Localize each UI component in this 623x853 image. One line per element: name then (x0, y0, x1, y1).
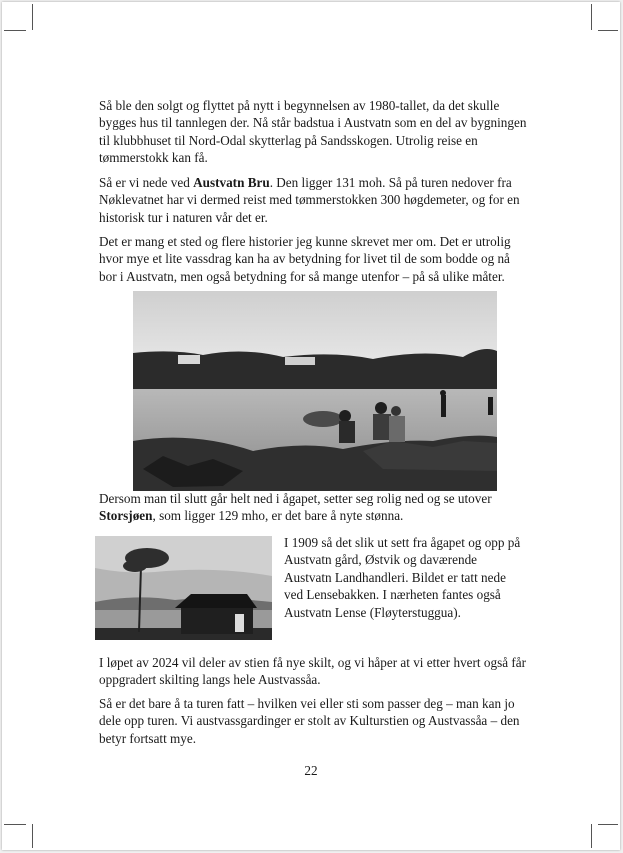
text-run: Det er mang et sted og flere historier jeg kunne skrevet mer om. Det er utrolig hvor mye et lite vassdrag kan ha av betydning for livet til de som bodde og nå bor i Austvatn, men også betydning for så mange utenfor – på så ulike måter. (99, 234, 511, 284)
page-number: 22 (304, 763, 318, 778)
crop-mark (591, 4, 592, 30)
paragraph-text (284, 534, 524, 621)
text-run: I 1909 så det slik ut sett fra ågapet og opp på Austvatn gård, Østvik og daværende Austvatn Landhandleri. Bildet er tatt nede ved Lensebakken. I nærheten fantes også Austvatn Lense (Fløyterstuggua). (284, 535, 521, 620)
paragraph-text (99, 695, 527, 747)
crop-mark (32, 4, 33, 30)
text-run: Dersom man til slutt går helt ned i ågapet, setter seg rolig ned og se utover (99, 491, 492, 506)
paragraph (99, 233, 527, 285)
paragraph-text (99, 490, 527, 525)
paragraph (99, 490, 527, 525)
lense-house-graphic (95, 536, 272, 640)
crop-mark (598, 824, 618, 825)
text-run: . Den ligger 131 moh. Så på turen nedover fra Nøklevatnet har vi dermed reist med tømmerstokken 300 høgdemeter, og for en historisk tur i naturen vår det er. (99, 175, 520, 225)
crop-mark (591, 824, 592, 848)
text-run: Så ble den solgt og flyttet på nytt i begynnelsen av 1980-tallet, da det skulle bygges hus til tannlegen der. Nå står badstua i Austvatn som en del av bygningen til klubbhuset til Nord-Odal skytterlag på Sandsskogen. Utrolig reise en tømmerstokk kan få. (99, 98, 527, 166)
paragraph-text (99, 97, 527, 167)
text-run: Så er det bare å ta turen fatt – hvilken vei eller sti som passer deg – man kan jo dele opp turen. Vi austvassgardinger er stolt av Kulturstien og Austvassåa – den betyr fortsatt mye. (99, 696, 520, 746)
lense-house-photo (95, 536, 272, 640)
bold-term: Austvatn Bru (193, 175, 270, 190)
text-run: I løpet av 2024 vil deler av stien få nye skilt, og vi håper at vi etter hvert også får oppgradert skilting langs hele Austvassåa. (99, 655, 526, 688)
lake-photo-1909 (133, 291, 497, 491)
crop-mark (32, 824, 33, 848)
paragraph-beside-photo (284, 534, 524, 621)
paragraph (99, 174, 527, 226)
paragraph-text (99, 654, 527, 689)
paragraph-text (99, 174, 527, 226)
bold-term: Storsjøen (99, 508, 153, 524)
paragraph-text (99, 233, 527, 285)
document-page (2, 2, 620, 850)
paragraph (99, 654, 527, 689)
text-run: , som ligger 129 mho, er det bare å nyte stønna. (152, 508, 404, 524)
paragraph (99, 97, 527, 167)
crop-mark (598, 30, 618, 31)
crop-mark (4, 824, 26, 825)
crop-mark (4, 30, 26, 31)
lake-photo-graphic (133, 291, 497, 491)
text-run: Så er vi nede ved (99, 175, 194, 190)
paragraph (99, 695, 527, 747)
